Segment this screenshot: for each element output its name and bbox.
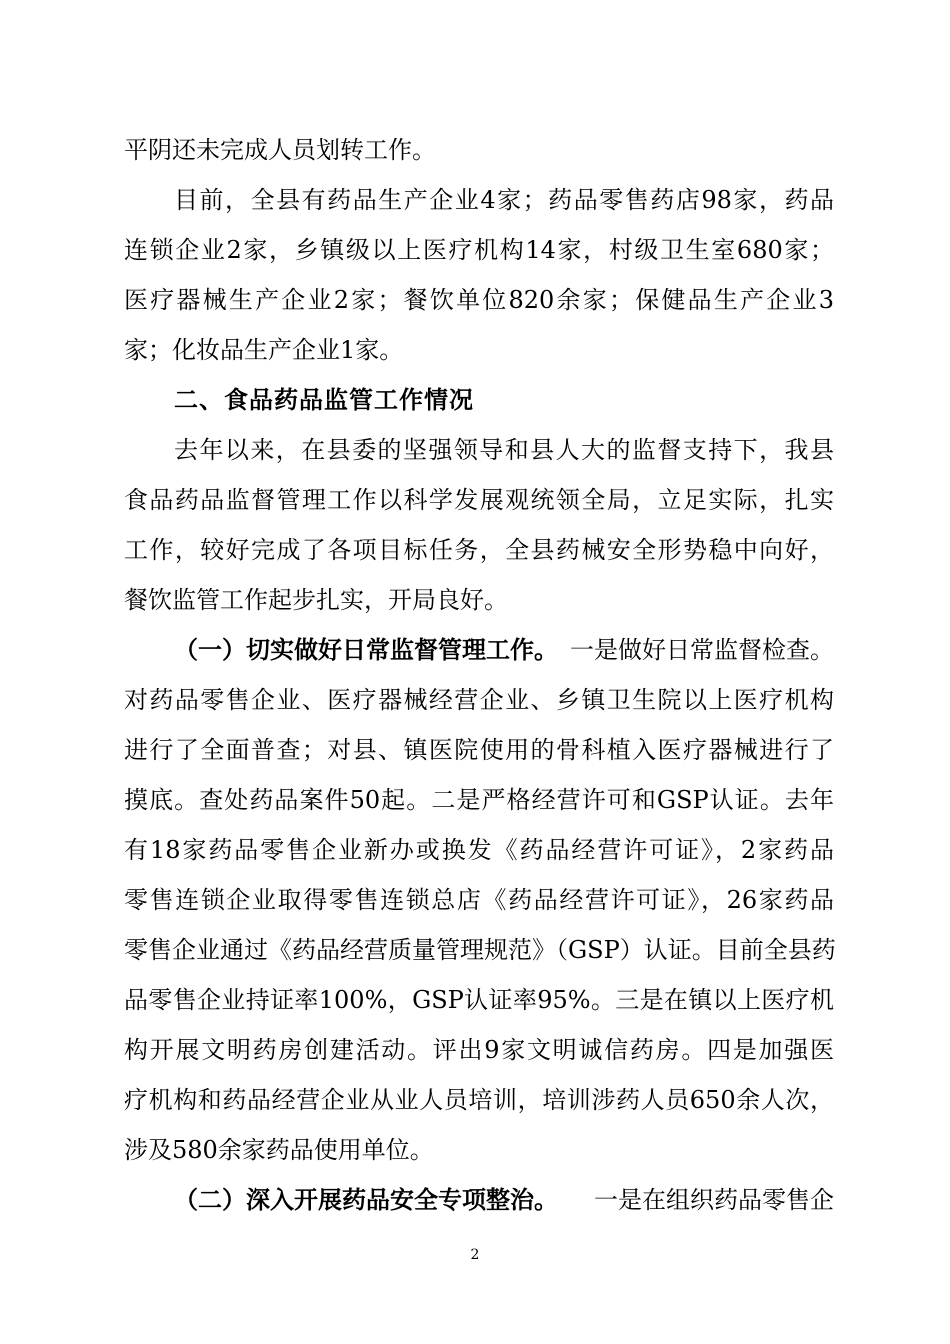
text-line-5: 家；化妆品生产企业1家。	[124, 336, 404, 364]
subsection-heading-2: （二）深入开展药品安全专项整治。	[174, 1185, 558, 1214]
page-number: 2	[470, 1247, 480, 1263]
text-line-10: 餐饮监管工作起步扎实，开局良好。	[124, 586, 508, 614]
text-line-8: 食品药品监督管理工作以科学发展观统领全局，立足实际，扎实	[124, 486, 834, 514]
text-line-19: 构开展文明药房创建活动。评出9家文明诚信药房。四是加强医	[124, 1036, 834, 1064]
subsection-heading-1: （一）切实做好日常监督管理工作。	[174, 635, 558, 664]
text-line-7: 去年以来，在县委的坚强领导和县人大的监督支持下，我县	[174, 436, 834, 464]
text-line-22	[174, 1184, 834, 1216]
section-heading: 二、食品药品监管工作情况	[174, 386, 474, 414]
text-line-2: 目前，全县有药品生产企业4家；药品零售药店98家，药品	[174, 186, 834, 214]
text-line-11	[174, 634, 834, 666]
text-line-9: 工作，较好完成了各项目标任务，全县药械安全形势稳中向好，	[124, 536, 834, 564]
text-line-11-rest: 一是做好日常监督检查。	[570, 636, 834, 664]
text-line-21: 涉及580余家药品使用单位。	[124, 1136, 434, 1164]
text-line-16: 零售连锁企业取得零售连锁总店《药品经营许可证》，26家药品	[124, 886, 834, 914]
text-line-20: 疗机构和药品经营企业从业人员培训，培训涉药人员650余人次，	[124, 1086, 834, 1114]
text-line-3: 连锁企业2家，乡镇级以上医疗机构14家，村级卫生室680家；	[124, 236, 834, 264]
text-line-17: 零售企业通过《药品经营质量管理规范》（GSP）认证。目前全县药	[124, 936, 836, 964]
text-line-22-rest: 一是在组织药品零售企	[594, 1186, 834, 1214]
text-line-12: 对药品零售企业、医疗器械经营企业、乡镇卫生院以上医疗机构	[124, 686, 834, 714]
text-line-4: 医疗器械生产企业2家；餐饮单位820余家；保健品生产企业3	[124, 286, 834, 314]
text-line-15: 有18家药品零售企业新办或换发《药品经营许可证》，2家药品	[124, 836, 834, 864]
text-line-18: 品零售企业持证率100%，GSP认证率95%。三是在镇以上医疗机	[124, 986, 834, 1014]
text-line-1: 平阴还未完成人员划转工作。	[124, 136, 436, 164]
text-line-13: 进行了全面普查；对县、镇医院使用的骨科植入医疗器械进行了	[124, 736, 834, 764]
text-line-14: 摸底。查处药品案件50起。二是严格经营许可和GSP认证。去年	[124, 786, 834, 814]
